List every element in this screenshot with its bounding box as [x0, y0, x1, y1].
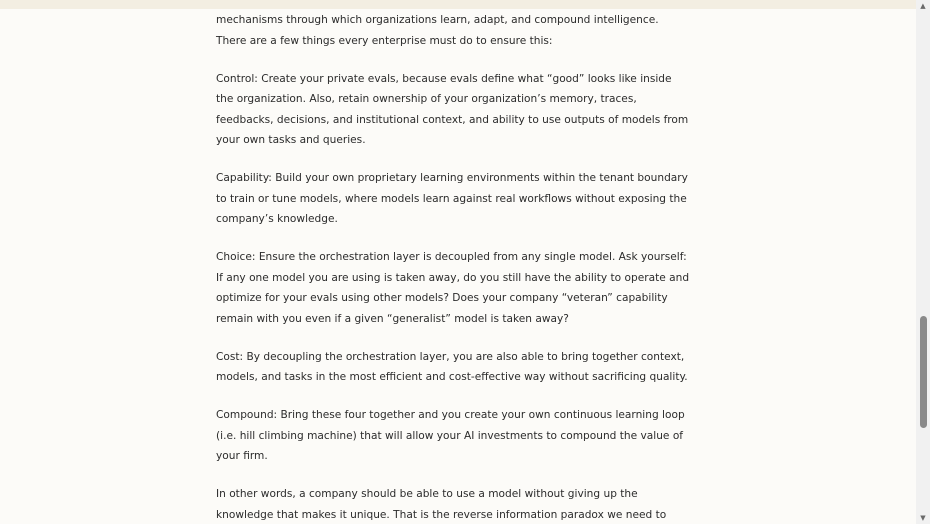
paragraph-cost: Cost: By decoupling the orchestration layer, you are also able to bring together context, models, and tasks in the most efficient and cost-effective way without sacrificing quality.: [216, 350, 688, 383]
paragraph-choice: Choice: Ensure the orchestration layer is decoupled from any single model. Ask yourself: If any one model you are using is taken away, do you still have the ability to operate and optimize for your evals using other models? Does your company “veteran” capability remain with you even if a given “generalist” model is taken away?: [216, 251, 690, 325]
paragraph-capability: Capability: Build your own proprietary learning environments within the tenant boundary to train or tune models, where models learn against real workflows without exposing the company’s knowledge.: [216, 172, 688, 225]
paragraph-control: Control: Create your private evals, because evals define what “good” looks like inside the organization. Also, retain ownership of your organization’s memory, traces, feedbacks, decisions, and institutional context, and ability to use outputs of models from your own tasks and queries.: [216, 72, 689, 146]
scrollbar-thumb[interactable]: [920, 316, 927, 428]
paragraph-compound: Compound: Bring these four together and you create your own continuous learning loop (i.e. hill climbing machine) that will allow your AI investments to compound the value of your firm.: [216, 409, 685, 462]
top-header-strip: [0, 0, 916, 9]
scroll-up-arrow-icon[interactable]: ▲: [920, 2, 926, 10]
article-body: [216, 10, 690, 524]
vertical-scrollbar[interactable]: [916, 0, 930, 524]
paragraph-intro: mechanisms through which organizations learn, adapt, and compound intelligence. There are a few things every enterprise must do to ensure this:: [216, 14, 659, 47]
scroll-down-arrow-icon[interactable]: ▼: [920, 514, 926, 522]
paragraph-conclusion: In other words, a company should be able to use a model without giving up the knowledge that makes it unique. That is the reverse information paradox we need to: [216, 488, 667, 521]
